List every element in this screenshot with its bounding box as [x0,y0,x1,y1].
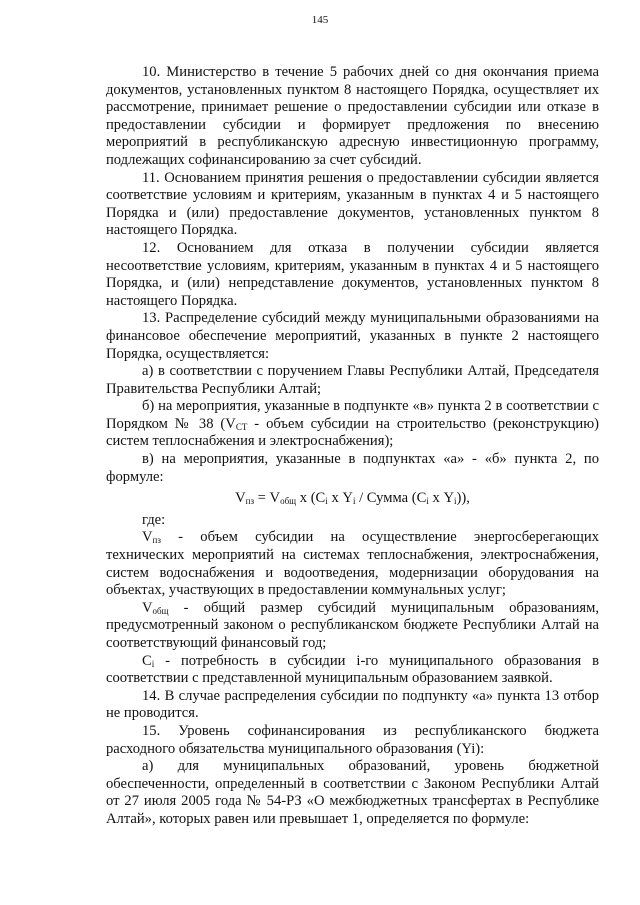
paragraph-10: 10. Министерство в течение 5 рабочих дней со дня окончания приема документов, установленных пунктом 8 настоящего Порядка, осуществляет их рассмотрение, принимает решение о предоставлении субсидии или отказе в предоставлении субсидии и формирует предложения по внесению мероприятий в республиканскую адресную инвестиционную программу, подлежащих софинансированию за счет субсидий. [106,64,599,168]
paragraph-13: 13. Распределение субсидий между муниципальными образованиями на финансовое обеспечение мероприятий, указанных в пункте 2 настоящего Порядка, осуществляется: [106,310,599,362]
definition-vpz [106,529,599,599]
definition-ci [106,653,599,688]
formula-sub: i [352,496,356,507]
formula-part: / Сумма (C [355,490,427,507]
formula-part: V [235,490,246,507]
symbol-sub: общ [152,605,169,616]
where-label: где: [142,511,166,528]
paragraph-15: 15. Уровень софинансирования из республиканского бюджета расходного обязательства муниципального образования (Yi): [106,722,599,757]
paragraph-13a: а) в соответствии с поручением Главы Республики Алтай, Председателя Правительства Республики Алтай; [106,363,599,397]
formula-part: х (C [296,490,326,507]
definition-vobsh [106,600,599,653]
formula-sub: i [426,496,429,507]
p13b-sub: СТ [235,421,248,432]
paragraph-13b [106,398,599,451]
symbol: V [142,599,153,616]
symbol: V [142,529,153,546]
document-body [106,0,599,829]
formula-sub: пз [245,496,254,507]
p13b-pre: б) на мероприятия, указанные в подпункте «в» пункта 2 в соответствии с Порядком № 38 (V [106,398,599,432]
formula-part: х Y [428,490,455,507]
formula-part: )), [456,490,470,507]
subsidy-formula [106,490,599,508]
paragraph-14: 14. В случае распределения субсидии по подпункту «а» пункта 13 отбор не проводится. [106,687,599,722]
paragraph-11: 11. Основанием принятия решения о предоставлении субсидии является соответствие условиям и критериям, указанным в пунктах 4 и 5 настоящего Порядка и (или) предоставление документов, установленных пунктом 8 настоящего Порядка. [106,169,599,239]
definition-text: - общий размер субсидий муниципальным образованиям, предусмотренный законом о республиканском бюджете Республики Алтай на соответствующий финансовый год; [106,599,599,651]
formula-sub: общ [280,496,297,507]
formula-part: х Y [327,490,353,507]
paragraph-13c: в) на мероприятия, указанные в подпунктах «а» - «б» пункта 2, по формуле: [106,451,599,485]
formula-part: = V [254,490,281,507]
symbol: C [142,652,152,669]
definition-text: - потребность в субсидии i-го муниципального образования в соответствии с представленной муниципальным образованием заявкой. [106,652,599,687]
symbol-sub: i [151,658,155,669]
page-number: 145 [311,14,329,26]
formula-sub: i [454,496,457,507]
paragraph-12: 12. Основанием для отказа в получении субсидии является несоответствие условиям, критериям, указанным в пунктах 4 и 5 настоящего Порядка, и (или) непредставление документов, установленных пунктом 8 настоящего Порядка. [106,239,599,309]
symbol-sub: пз [152,535,161,546]
formula-sub: i [325,496,328,507]
p13b-post: - объем субсидии на строительство (реконструкцию) систем теплоснабжения и электроснабжения); [106,415,599,450]
definition-text: - объем субсидии на осуществление энергосберегающих технических мероприятий на системах теплоснабжения, электроснабжения, систем водоснабжения и водоотведения, модернизации оборудования на объектах, участвующих в предоставлении коммунальных услуг; [106,529,599,599]
paragraph-15a: а) для муниципальных образований, уровень бюджетной обеспеченности, определенный в соответствии с Законом Республики Алтай от 27 июля 2005 года № 54-РЗ «О межбюджетных трансфертах в Республике Алтай», которых равен или превышает 1, определяется по формуле: [106,758,599,827]
